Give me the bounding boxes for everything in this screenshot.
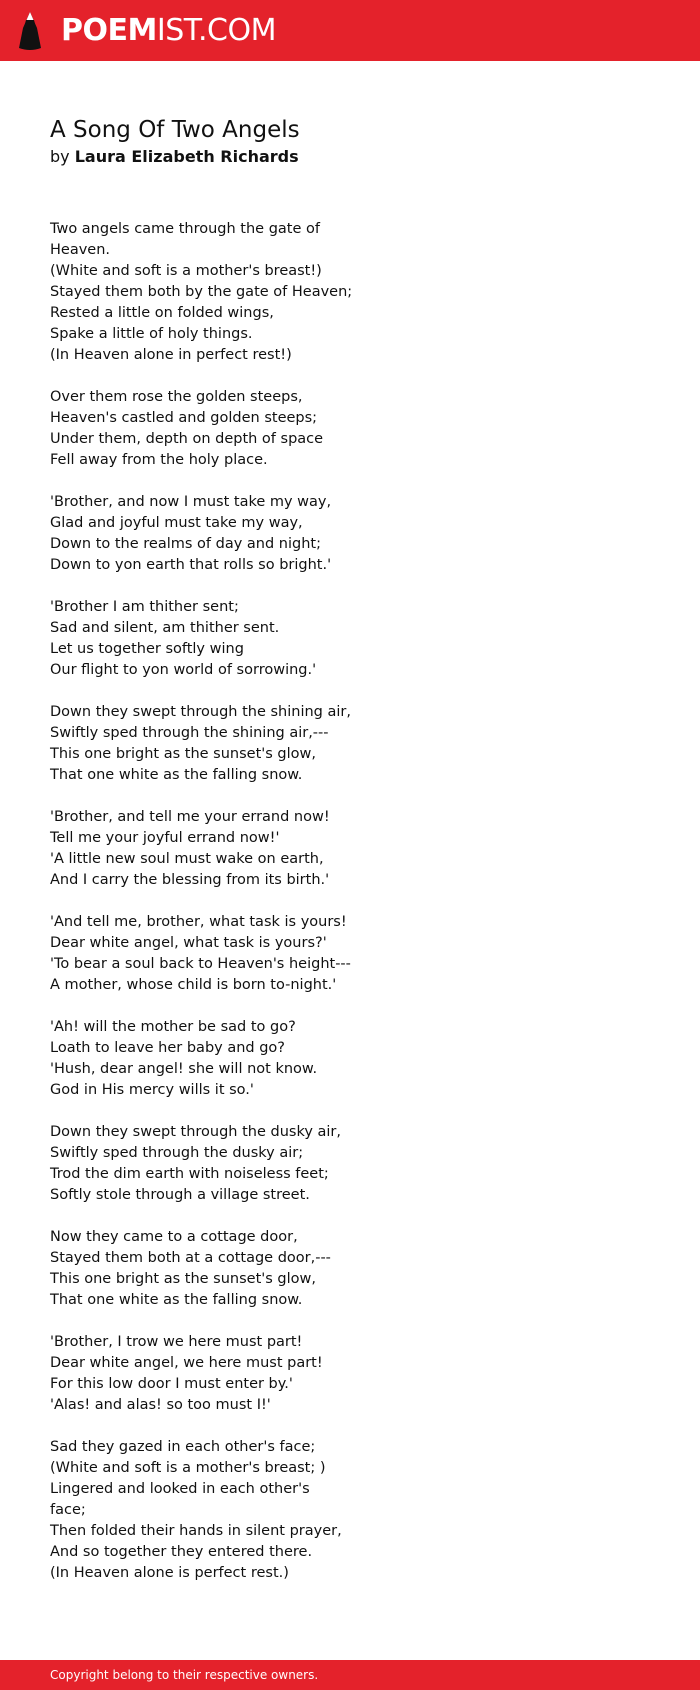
poem-line: 'Brother, I trow we here must part! (50, 1334, 303, 1350)
stanza (50, 492, 350, 576)
poem-line: Down they swept through the shining air, (50, 704, 351, 720)
by-label: by (50, 147, 70, 166)
poem-line: 'Brother, and now I must take my way, (50, 494, 332, 510)
poem-line: Down to yon earth that rolls so bright.' (50, 557, 332, 573)
poem-header (50, 114, 650, 168)
poem-line: Over them rose the golden steeps, (50, 389, 303, 405)
poem-line: Under them, depth on depth of space (50, 431, 324, 447)
stanza (50, 387, 350, 471)
stanza (50, 1017, 350, 1101)
stanza (50, 219, 353, 366)
site-footer (0, 1660, 700, 1690)
poem-line: Now they came to a cottage door, (50, 1229, 298, 1245)
poem-line: Loath to leave her baby and go? (50, 1040, 286, 1056)
logo-text-bold: POEM (61, 13, 157, 48)
poem-body (50, 219, 353, 1605)
pencil-icon (16, 10, 44, 52)
poem-line: Down to the realms of day and night; (50, 536, 321, 552)
poem-line: And I carry the blessing from its birth.' (50, 872, 330, 888)
author-name: Laura Elizabeth Richards (74, 147, 299, 166)
stanza (50, 1332, 350, 1416)
poem-line: Glad and joyful must take my way, (50, 515, 303, 531)
poem-line: This one bright as the sunset's glow, (50, 1271, 316, 1287)
poem-title: A Song Of Two Angels (50, 117, 300, 143)
poem-line: Softly stole through a village street. (50, 1187, 310, 1203)
poem-line: This one bright as the sunset's glow, (50, 746, 316, 762)
poem-line: Swiftly sped through the shining air,--- (50, 725, 329, 741)
stanza (50, 1227, 350, 1311)
stanza (50, 597, 350, 681)
poem-line: Dear white angel, we here must part! (50, 1355, 323, 1371)
stanza (50, 807, 350, 891)
poem-line: (In Heaven alone is perfect rest.) (50, 1565, 289, 1581)
logo-text-light: IST.COM (156, 13, 276, 48)
poem-line: 'Hush, dear angel! she will not know. (50, 1061, 318, 1077)
poem-line: God in His mercy wills it so.' (50, 1082, 254, 1098)
poem-line: For this low door I must enter by.' (50, 1376, 293, 1392)
poem-line: Then folded their hands in silent prayer, (50, 1523, 342, 1539)
poem-line: Spake a little of holy things. (50, 326, 253, 342)
poem-line: 'To bear a soul back to Heaven's height--- (50, 956, 351, 972)
logo-text (61, 13, 276, 48)
poem-line: Fell away from the holy place. (50, 452, 268, 468)
poem-line: 'Brother I am thither sent; (50, 599, 239, 615)
stanza (50, 912, 350, 996)
poem-line: Swiftly sped through the dusky air; (50, 1145, 304, 1161)
poem-line: 'And tell me, brother, what task is yours! (50, 914, 347, 930)
poem-line: Lingered and looked in each other's face; (50, 1481, 310, 1518)
byline (50, 146, 650, 168)
poem-line: Heaven's castled and golden steeps; (50, 410, 318, 426)
poem-line: That one white as the falling snow. (50, 767, 303, 783)
site-logo[interactable] (16, 10, 276, 52)
poem-line: Rested a little on folded wings, (50, 305, 274, 321)
poem-line: Dear white angel, what task is yours?' (50, 935, 327, 951)
stanza (50, 1437, 350, 1584)
poem-line: Let us together softly wing (50, 641, 244, 657)
poem-line: Two angels came through the gate of Heaven. (50, 221, 320, 258)
poem-line: And so together they entered there. (50, 1544, 313, 1560)
poem-line: Sad and silent, am thither sent. (50, 620, 280, 636)
poem-line: That one white as the falling snow. (50, 1292, 303, 1308)
poem-line: 'Alas! and alas! so too must I!' (50, 1397, 271, 1413)
poem-line: Trod the dim earth with noiseless feet; (50, 1166, 329, 1182)
poem-line: Our flight to yon world of sorrowing.' (50, 662, 317, 678)
poem-line: Down they swept through the dusky air, (50, 1124, 342, 1140)
site-header (0, 0, 700, 61)
poem-line: (In Heaven alone in perfect rest!) (50, 347, 292, 363)
poem-line: (White and soft is a mother's breast; ) (50, 1460, 326, 1476)
stanza (50, 702, 350, 786)
poem-line: Stayed them both at a cottage door,--- (50, 1250, 331, 1266)
poem-line: (White and soft is a mother's breast!) (50, 263, 322, 279)
poem-line: 'Brother, and tell me your errand now! (50, 809, 330, 825)
poem-line: A mother, whose child is born to-night.' (50, 977, 337, 993)
poem-line: 'A little new soul must wake on earth, (50, 851, 324, 867)
copyright-text: Copyright belong to their respective owners. (50, 1668, 319, 1682)
poem-line: Tell me your joyful errand now!' (50, 830, 280, 846)
poem-line: 'Ah! will the mother be sad to go? (50, 1019, 296, 1035)
stanza (50, 1122, 350, 1206)
poem-line: Sad they gazed in each other's face; (50, 1439, 316, 1455)
poem-line: Stayed them both by the gate of Heaven; (50, 284, 353, 300)
